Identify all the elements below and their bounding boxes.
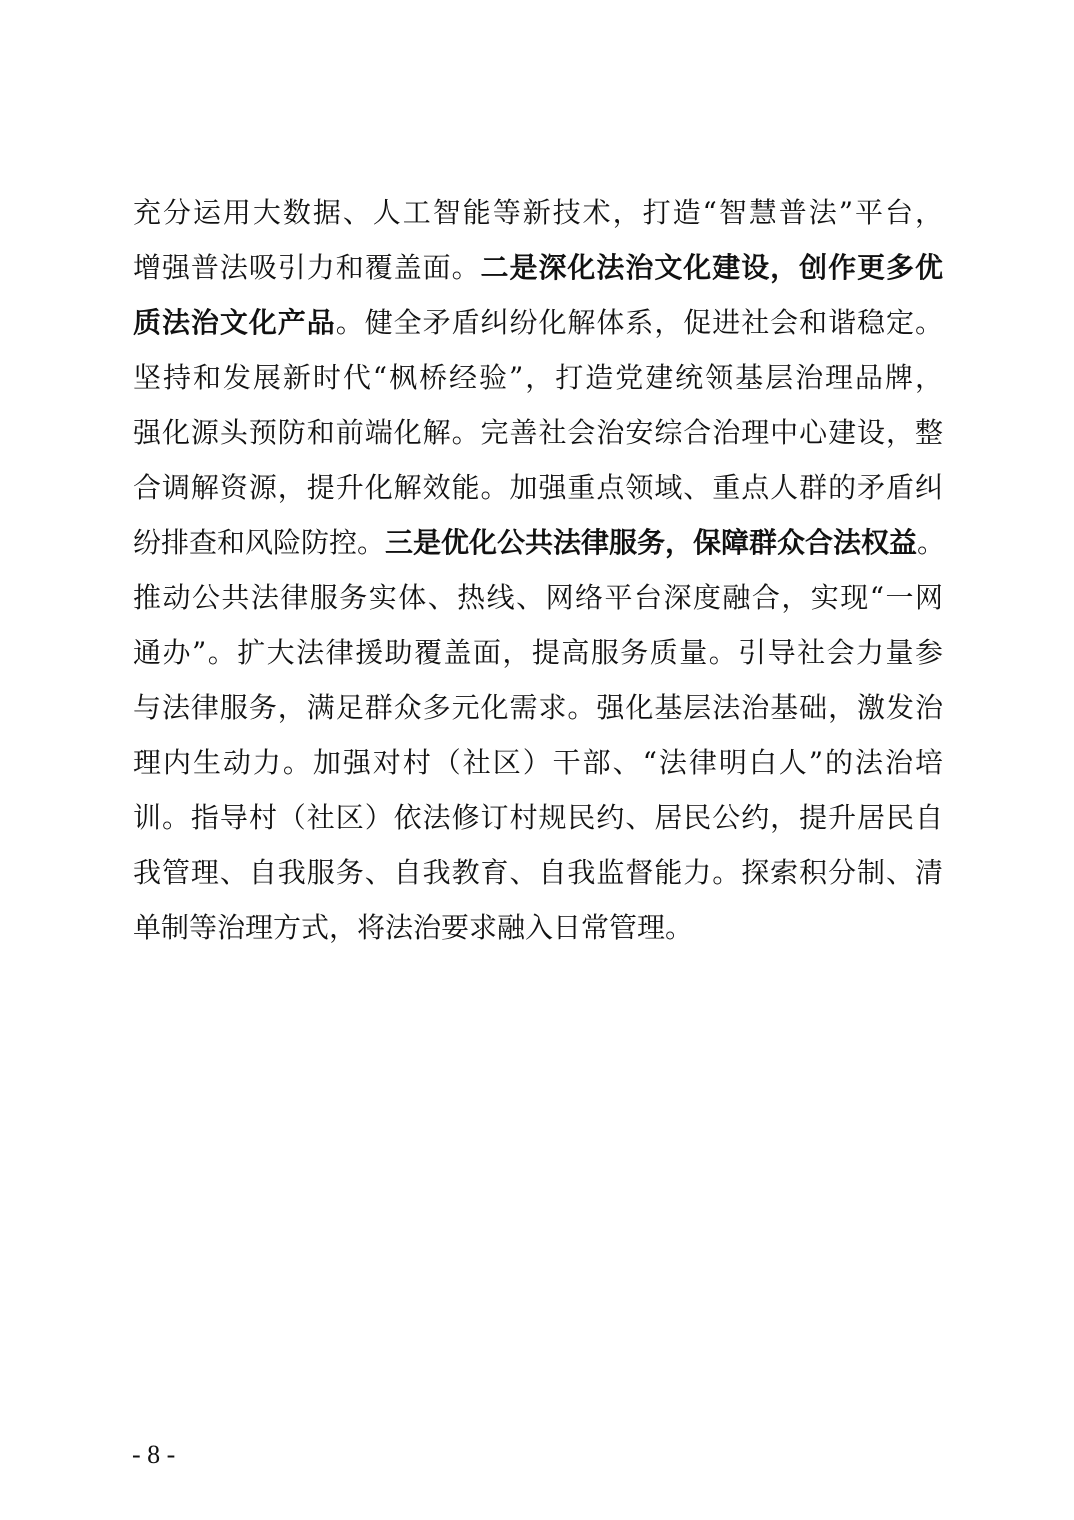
text-segment: 坚持和发展新时代“枫桥经验”，打造党建统领基层治理品牌， xyxy=(133,361,943,394)
text-line xyxy=(133,845,943,900)
text-line xyxy=(133,680,943,735)
bold-text-segment: 二是深化法治文化建设，创作更多优 xyxy=(480,251,943,284)
text-segment: 单制等治理方式，将法治要求融入日常管理。 xyxy=(133,911,694,944)
text-line xyxy=(133,570,943,625)
text-segment: 我管理、自我服务、自我教育、自我监督能力。探索积分制、清 xyxy=(133,856,943,889)
text-line xyxy=(133,185,943,240)
text-line xyxy=(133,295,943,350)
text-segment: 强化源头预防和前端化解。完善社会治安综合治理中心建设，整 xyxy=(133,416,943,449)
text-segment: 。 xyxy=(917,526,946,559)
body-paragraph xyxy=(133,185,946,955)
text-line xyxy=(133,460,943,515)
text-line xyxy=(133,900,943,955)
text-segment: 增强普法吸引力和覆盖面。 xyxy=(133,251,481,284)
text-line xyxy=(133,515,946,570)
text-segment: 推动公共法律服务实体、热线、网络平台深度融合，实现“一网 xyxy=(133,581,943,614)
text-segment: 训。指导村（社区）依法修订村规民约、居民公约，提升居民自 xyxy=(133,801,943,834)
text-line xyxy=(133,625,943,680)
text-segment: 纷排查和风险防控。 xyxy=(133,526,386,559)
bold-text-segment: 质法治文化产品 xyxy=(133,306,336,339)
text-line xyxy=(133,735,943,790)
text-line xyxy=(133,405,943,460)
text-line xyxy=(133,350,943,405)
text-segment: 与法律服务，满足群众多元化需求。强化基层法治基础，激发治 xyxy=(133,691,943,724)
page-number: - 8 - xyxy=(132,1440,176,1469)
bold-text-segment: 三是优化公共法律服务，保障群众合法权益 xyxy=(385,526,918,559)
text-line xyxy=(133,240,943,295)
text-line xyxy=(133,790,943,845)
text-segment: 通办”。扩大法律援助覆盖面，提高服务质量。引导社会力量参 xyxy=(133,636,943,669)
text-segment: 合调解资源，提升化解效能。加强重点领域、重点人群的矛盾纠 xyxy=(133,471,943,504)
text-segment: 充分运用大数据、人工智能等新技术，打造“智慧普法”平台， xyxy=(133,196,943,229)
text-segment: 理内生动力。加强对村（社区）干部、“法律明白人”的法治培 xyxy=(133,746,943,779)
text-segment: 。健全矛盾纠纷化解体系，促进社会和谐稳定。 xyxy=(335,306,943,339)
